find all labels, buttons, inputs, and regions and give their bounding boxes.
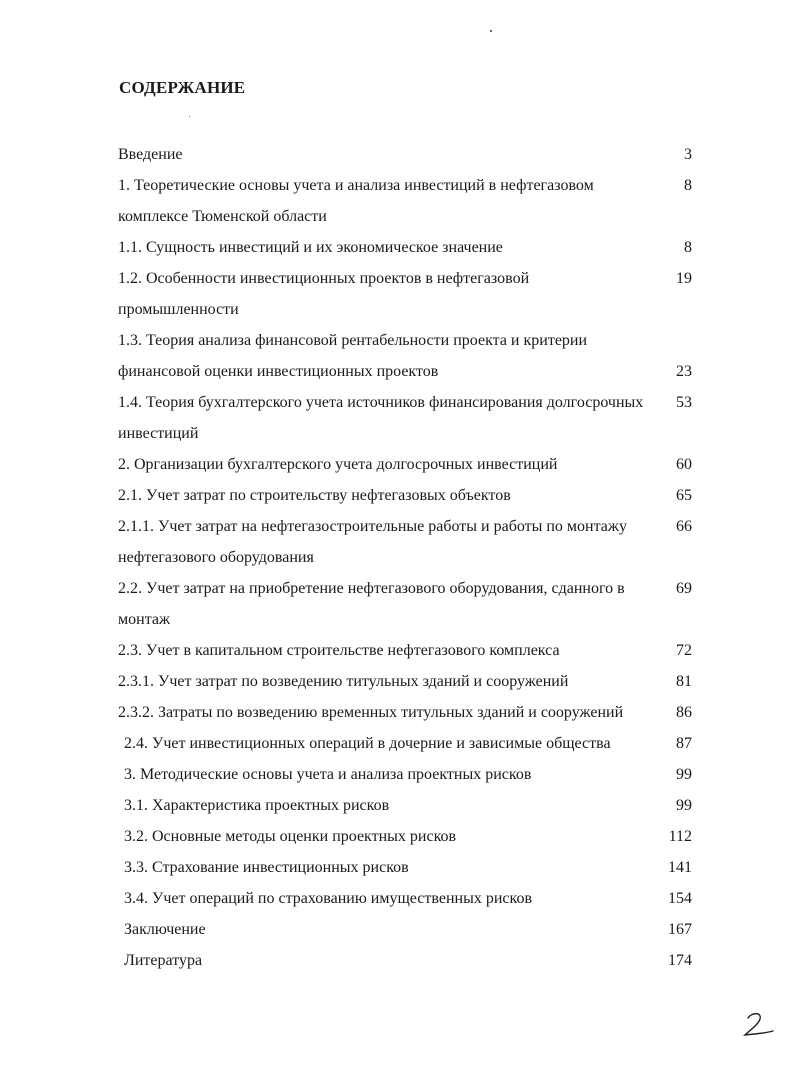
toc-entry-page: 72 [676, 642, 692, 659]
toc-entry-page: 112 [668, 828, 692, 845]
toc-entry [124, 759, 718, 790]
toc-entry-page: 69 [676, 580, 692, 597]
scan-speck [490, 30, 492, 32]
toc-entry-title: 1.1. Сущность инвестиций и их экономическое значение [118, 239, 503, 256]
toc-entry-page: 8 [684, 177, 692, 194]
toc-entry-title: 3. Методические основы учета и анализа проектных рисков [124, 766, 532, 783]
toc-entry-title: 1. Теоретические основы учета и анализа инвестиций в нефтегазовом комплексе Тюменской области [118, 177, 594, 225]
handwritten-page-mark [742, 1010, 776, 1040]
toc-entry [118, 139, 718, 170]
toc-entry [118, 325, 718, 387]
toc-entry-title: Литература [124, 952, 203, 969]
toc-entry [124, 728, 718, 759]
toc-entry-title: 3.3. Страхование инвестиционных рисков [124, 859, 409, 876]
toc-entry-title: 3.1. Характеристика проектных рисков [124, 797, 390, 814]
toc-entry-title: 2.2. Учет затрат на приобретение нефтегазового оборудования, сданного в монтаж [118, 580, 625, 628]
toc-entry [124, 883, 718, 914]
toc-entry [118, 170, 718, 232]
toc-entry [124, 852, 718, 883]
scan-speck [189, 116, 190, 117]
toc-entry [118, 697, 718, 728]
toc-entry-page: 8 [684, 239, 692, 256]
toc-entry [118, 232, 718, 263]
toc-entry-page: 66 [676, 518, 692, 535]
toc-entry-title: Введение [118, 146, 183, 163]
toc-entry-page: 81 [676, 673, 692, 690]
toc-entry [118, 263, 718, 325]
toc-entry-title: 2.3. Учет в капитальном строительстве нефтегазового комплекса [118, 642, 560, 659]
toc-entry [118, 666, 718, 697]
toc-entry-title: 3.4. Учет операций по страхованию имущественных рисков [124, 890, 533, 907]
toc-entry-title: 1.4. Теория бухгалтерского учета источников финансирования долгосрочных инвестиций [118, 394, 644, 442]
toc-entry [124, 945, 718, 976]
toc-entry-title: 2.1.1. Учет затрат на нефтегазостроительные работы и работы по монтажу нефтегазового оборудования [118, 518, 627, 566]
toc-entry-title: 3.2. Основные методы оценки проектных рисков [124, 828, 457, 845]
toc-entry-title: 2.4. Учет инвестиционных операций в дочерние и зависимые общества [124, 735, 611, 752]
toc-entry-title: 2.3.1. Учет затрат по возведению титульных зданий и сооружений [118, 673, 569, 690]
toc-entry [124, 914, 718, 945]
toc-entry-page: 60 [676, 456, 692, 473]
toc-entry [118, 635, 718, 666]
toc-entry [118, 573, 718, 635]
toc-entry-page: 23 [676, 363, 692, 380]
toc-entry-page: 99 [676, 766, 692, 783]
toc-entry-page: 53 [676, 394, 692, 411]
toc-entry-page: 3 [684, 146, 692, 163]
toc-entry-title: 1.3. Теория анализа финансовой рентабельности проекта и критерии финансовой оценки инвестиционных проектов [118, 332, 588, 380]
table-of-contents [118, 139, 718, 976]
toc-entry [118, 480, 718, 511]
toc-entry-page: 167 [668, 921, 692, 938]
toc-entry-page: 141 [668, 859, 692, 876]
toc-entry-page: 65 [676, 487, 692, 504]
toc-entry-page: 154 [668, 890, 692, 907]
toc-entry-page: 19 [676, 270, 692, 287]
toc-entry [124, 790, 718, 821]
page-title: СОДЕРЖАНИЕ [119, 78, 246, 97]
toc-entry [118, 511, 718, 573]
toc-entry-page: 174 [668, 952, 692, 969]
toc-entry-page: 87 [676, 735, 692, 752]
toc-entry-title: Заключение [124, 921, 206, 938]
toc-entry [124, 821, 718, 852]
toc-entry-title: 2. Организации бухгалтерского учета долгосрочных инвестиций [118, 456, 558, 473]
toc-entry-page: 99 [676, 797, 692, 814]
toc-entry-page: 86 [676, 704, 692, 721]
toc-entry-title: 2.3.2. Затраты по возведению временных титульных зданий и сооружений [118, 704, 624, 721]
toc-entry-title: 2.1. Учет затрат по строительству нефтегазовых объектов [118, 487, 511, 504]
toc-entry-title: 1.2. Особенности инвестиционных проектов в нефтегазовой промышленности [118, 270, 530, 318]
toc-entry [118, 387, 718, 449]
toc-entry [118, 449, 718, 480]
